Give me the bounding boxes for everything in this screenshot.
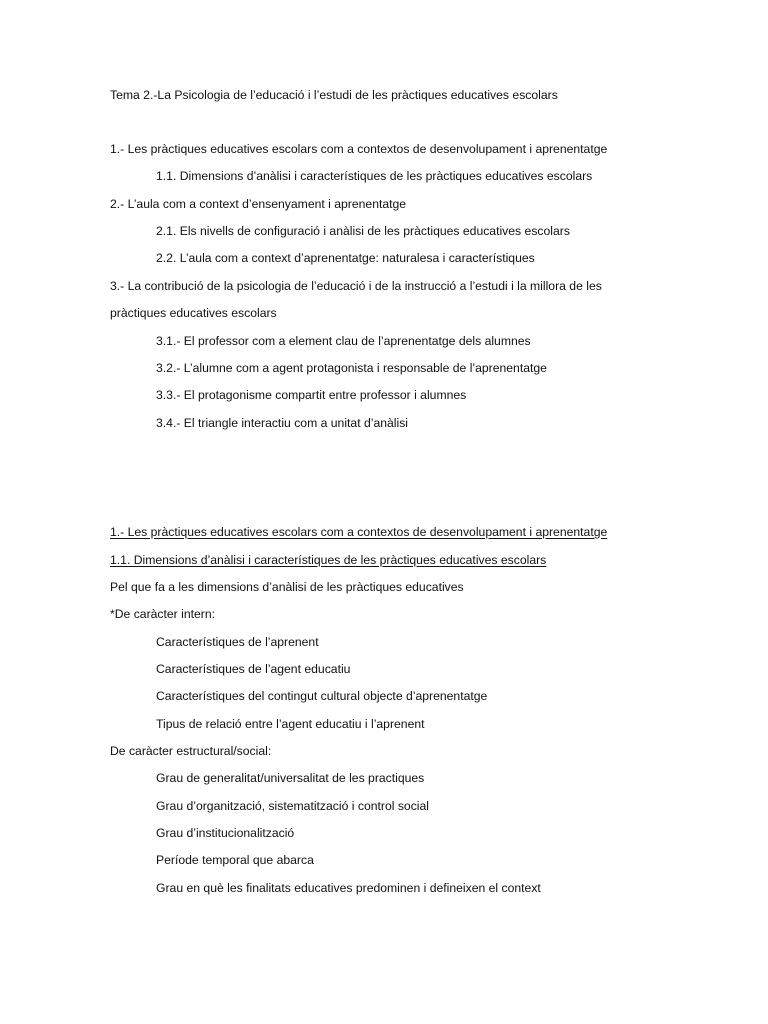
structural-item-3: Grau d’institucionalització	[156, 826, 295, 840]
section-subheading: 1.1. Dimensions d’anàlisi i característiques de les pràctiques educatives escolars	[110, 553, 547, 567]
outline-item-2: 2.- L’aula com a context d’ensenyament i aprenentatge	[110, 197, 407, 211]
section-heading: 1.- Les pràctiques educatives escolars com a contextos de desenvolupament i aprenentatge	[110, 525, 608, 539]
document-title: Tema 2.-La Psicologia de l’educació i l’estudi de les pràctiques educatives escolars	[110, 88, 558, 102]
internal-item-1: Característiques de l’aprenent	[156, 635, 319, 649]
internal-item-4: Tipus de relació entre l’agent educatiu i l’aprenent	[156, 717, 425, 731]
structural-item-1: Grau de generalitat/universalitat de les practiques	[156, 771, 425, 785]
outline-item-3-1: 3.1.- El professor com a element clau de l’aprenentatge dels alumnes	[156, 334, 531, 348]
internal-label: *De caràcter intern:	[110, 607, 215, 621]
outline-item-3-3: 3.3.- El protagonisme compartit entre professor i alumnes	[156, 388, 467, 402]
outline-item-3-4: 3.4.- El triangle interactiu com a unitat d’anàlisi	[156, 416, 409, 430]
outline-item-1: 1.- Les pràctiques educatives escolars com a contextos de desenvolupament i aprenentatge	[110, 142, 608, 156]
internal-item-3: Característiques del contingut cultural objecte d’aprenentatge	[156, 689, 488, 703]
outline-item-2-2: 2.2. L’aula com a context d’aprenentatge: naturalesa i característiques	[156, 251, 535, 265]
structural-item-2: Grau d’organització, sistematització i control social	[156, 799, 429, 813]
structural-item-5: Grau en què les finalitats educatives predominen i defineixen el context	[156, 881, 541, 895]
internal-item-2: Característiques de l’agent educatiu	[156, 662, 351, 676]
structural-item-4: Període temporal que abarca	[156, 853, 314, 867]
outline-item-2-1: 2.1. Els nivells de configuració i anàlisi de les pràctiques educatives escolars	[156, 224, 570, 238]
outline-item-3: 3.- La contribució de la psicologia de l’educació i de la instrucció a l’estudi i la millora de les	[110, 279, 602, 293]
section-intro: Pel que fa a les dimensions d’anàlisi de les pràctiques educatives	[110, 580, 464, 594]
structural-label: De caràcter estructural/social:	[110, 744, 272, 758]
outline-item-3-2: 3.2.- L’alumne com a agent protagonista i responsable de l’aprenentatge	[156, 361, 547, 375]
outline-item-3-continued: pràctiques educatives escolars	[110, 306, 277, 320]
outline-item-1-1: 1.1. Dimensions d’anàlisi i característiques de les pràctiques educatives escolars	[156, 169, 593, 183]
